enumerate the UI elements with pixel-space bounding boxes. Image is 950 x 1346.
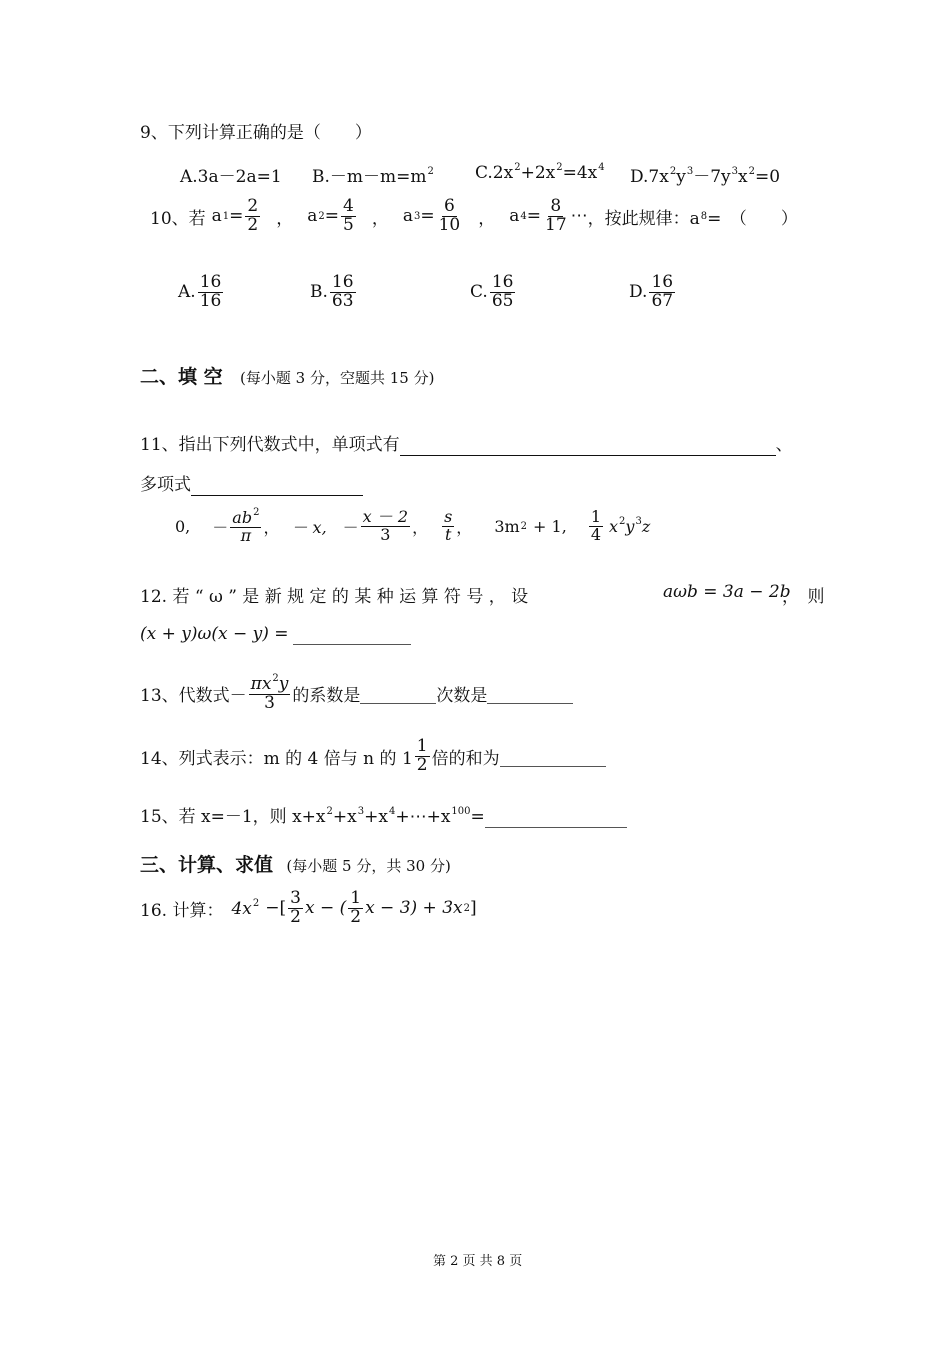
- q12-stem: 12. 若 “ ω ” 是 新 规 定 的 某 种 运 算 符 号 ， 设: [140, 587, 529, 607]
- q10-option-c: C. $\frac{16}{65}$: [470, 272, 514, 311]
- q14-stem: 14、列式表示：m 的 4 倍与 n 的 1 $\frac{1}{2}$ 倍的和为: [140, 738, 606, 775]
- q10-stem: 10、若 a 1 = $\frac{2}{2}$ ， a 2 = $\frac{4}{5}$ ， a 3 = $\frac{6}{10}$ ， a 4 = $\frac{8}{17}$ ⋯ ，按此规律：a 8 = （ ）: [150, 196, 798, 235]
- section-3-heading: 三、计算、求值 (每小题 5 分，共 30 分): [140, 854, 451, 876]
- q9-option-c: $C.2x^2+2x^2=4x^4$: [475, 162, 605, 183]
- q11-one-quarter: $\frac{1}{4}$: [590, 507, 601, 544]
- q10-option-b: B. $\frac{16}{63}$: [310, 272, 354, 311]
- q16-stem: 16. 计算： $4x^2$ −[ $\frac{3}{2}$ x − ( $\frac{1}{2}$ x − 3) + 3x 2 ]: [140, 888, 477, 927]
- q12-answer-blank[interactable]: [293, 624, 411, 645]
- q13-fraction: $\frac{\pi x^2y}{3}$: [250, 673, 289, 713]
- q10-option-d: D. $\frac{16}{67}$: [629, 272, 674, 311]
- section-2-heading: 二、填 空 (每小题 3 分，空题共 15 分): [140, 366, 435, 388]
- q10-a2-fraction: $\frac{4}{5}$: [343, 196, 354, 235]
- page-footer: 第 2 页 共 8 页: [433, 1254, 523, 1269]
- q16-three-halves: $\frac{3}{2}$: [290, 888, 301, 927]
- q13-degree-blank[interactable]: [487, 683, 573, 704]
- q15-stem: 15、若 x=－1，则 $x+x^2+x^3+x^4+\cdots+x^{100}=$: [140, 802, 627, 828]
- q11-stem: 11、指出下列代数式中，单项式有 、: [140, 435, 793, 455]
- q13-coefficient-blank[interactable]: [360, 683, 436, 704]
- q10-option-a: A. $\frac{16}{16}$: [178, 272, 222, 311]
- q9-option-a: A.3a－2a=1: [180, 167, 282, 187]
- q9-option-b: $B.-m-m=m^2$: [312, 166, 434, 187]
- q11-line2: 多项式: [140, 470, 363, 496]
- q9-option-d: $D.7x^2y^3-7y^3x^2=0$: [630, 166, 781, 187]
- q11-expressions: 0, － $\frac{ab^2}{\pi}$ ， － x, － $\frac{x - 2}{3}$ ， $\frac{s}{t}$ ， 3m 2 + 1, $\frac{1}{4}$ $x^2y^3z$: [175, 507, 651, 545]
- q12-formula: aωb = 3a − 2b: [663, 582, 791, 602]
- q12-line2: (x + y)ω(x − y) =: [140, 624, 411, 645]
- q14-answer-blank[interactable]: [500, 746, 606, 767]
- q16-one-half: $\frac{1}{2}$: [350, 888, 362, 927]
- q11-polynomial-blank[interactable]: [191, 475, 363, 496]
- q10-a1-fraction: $\frac{2}{2}$: [247, 196, 259, 235]
- q11-monomial-blank[interactable]: [400, 435, 776, 456]
- q10-a3-fraction: $\frac{6}{10}$: [438, 196, 461, 235]
- q13-stem: 13、代数式－ $\frac{\pi x^2y}{3}$ 的系数是 次数是: [140, 674, 573, 713]
- q11-s-over-t: $\frac{s}{t}$: [444, 507, 453, 544]
- q14-half-fraction: $\frac{1}{2}$: [416, 736, 428, 775]
- q9-stem: 9、下列计算正确的是（ ）: [140, 123, 372, 143]
- q11-ab2-over-pi: $\frac{ab^2}{\pi}$: [232, 507, 260, 545]
- q15-answer-blank[interactable]: [485, 807, 627, 828]
- q12-then: ， 则: [782, 587, 825, 607]
- q11-x-minus-2-over-3: $\frac{x - 2}{3}$: [362, 507, 409, 544]
- q10-a4-fraction: $\frac{8}{17}$: [545, 196, 567, 235]
